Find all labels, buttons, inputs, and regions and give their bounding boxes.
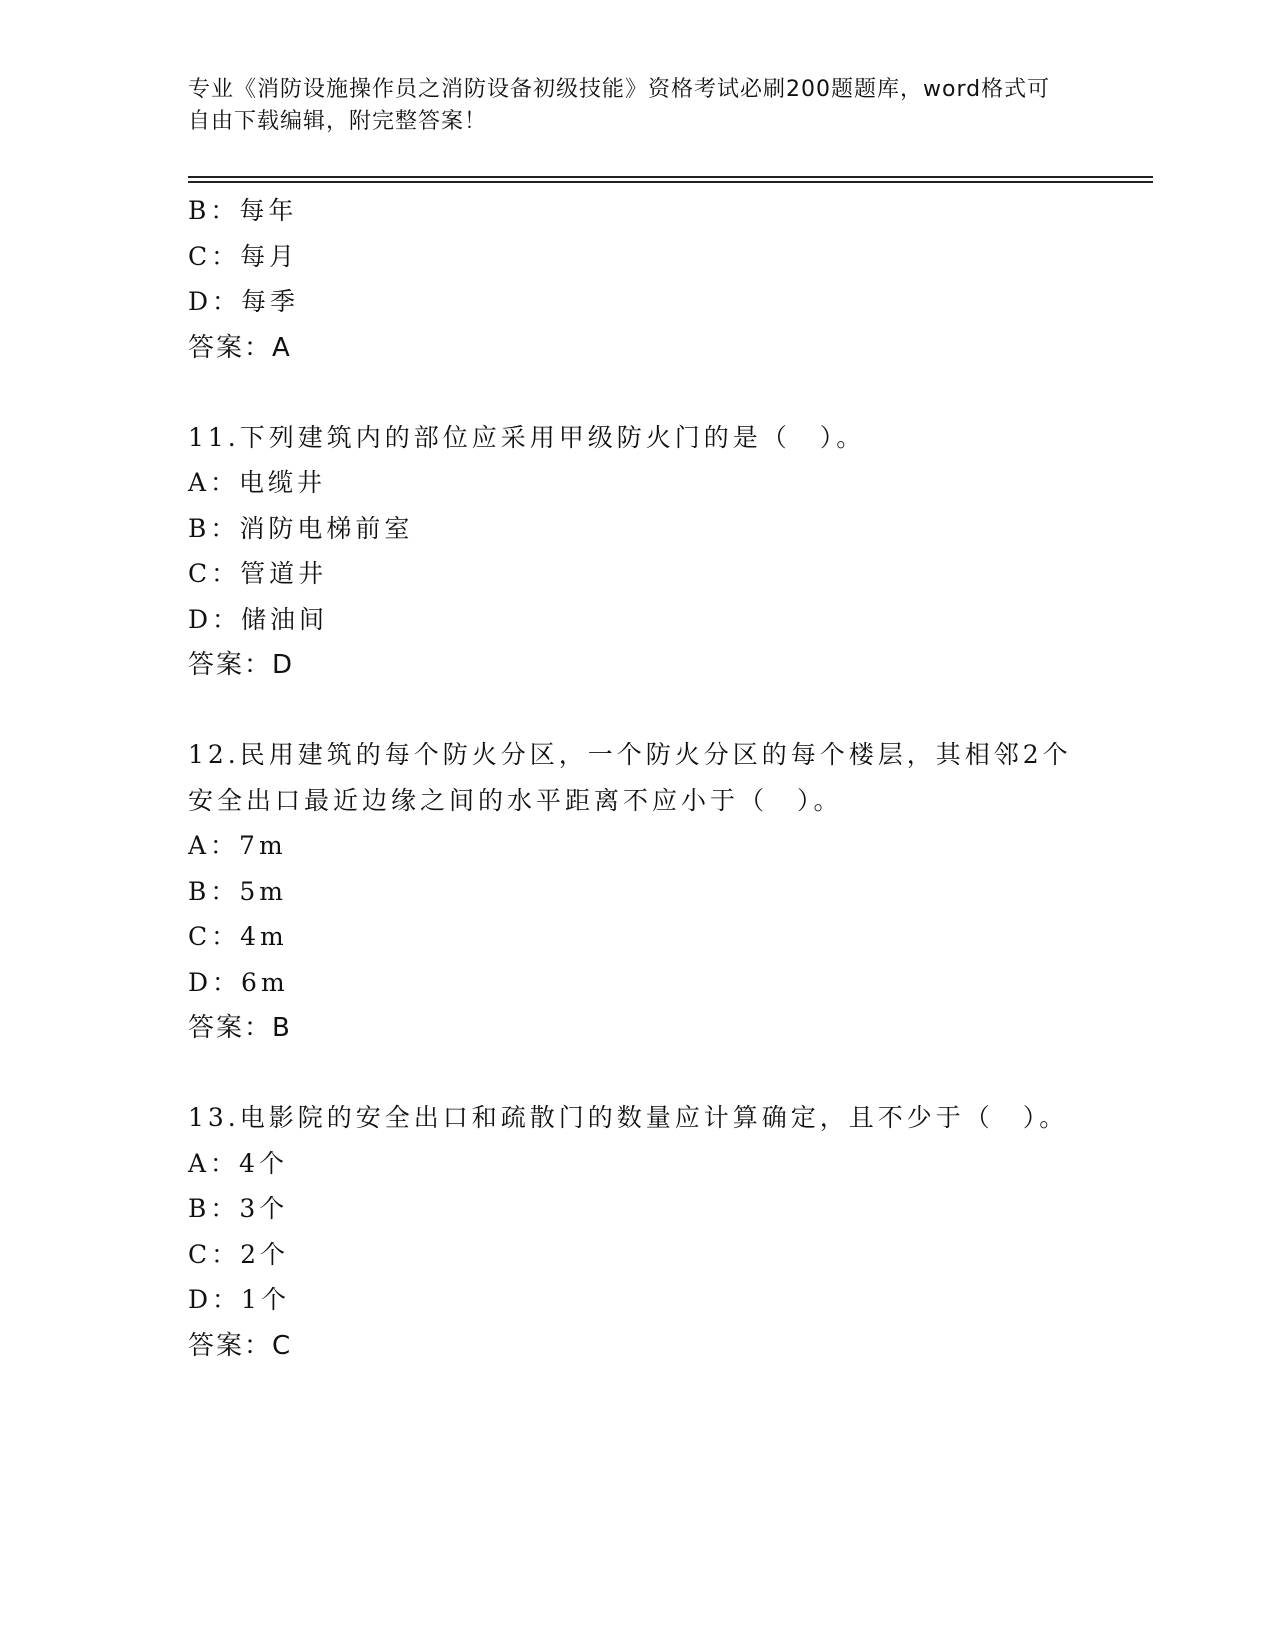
document-header: 专业《消防设施操作员之消防设备初级技能》资格考试必刷200题题库，word格式可自由下载编辑，附完整答案！ — [188, 77, 1051, 134]
question-block-12 — [188, 732, 1088, 1051]
answer-line: 答案：A — [188, 332, 292, 363]
option-b: B：5m — [188, 876, 287, 906]
question-text: 12.民用建筑的每个防火分区，一个防火分区的每个楼层，其相邻2个安全出口最近边缘之间的水平距离不应小于（ ）。 — [188, 740, 1072, 815]
answer-line: 答案：C — [188, 1330, 293, 1361]
option-c: C：管道井 — [188, 559, 328, 588]
question-block-10-continued — [188, 188, 1088, 371]
header-divider-bottom — [188, 181, 1153, 183]
option-d: D：每季 — [188, 287, 300, 316]
option-d: D：6m — [188, 967, 289, 997]
option-c: C：4m — [188, 922, 288, 951]
option-c: C：2个 — [188, 1239, 290, 1269]
answer-line: 答案：D — [188, 650, 295, 680]
option-c: C：每月 — [188, 241, 299, 271]
option-a: A：7m — [188, 831, 287, 860]
option-b: B：消防电梯前室 — [188, 513, 414, 543]
option-a: A：4个 — [188, 1148, 288, 1178]
option-d: D：储油间 — [188, 604, 329, 634]
option-b: B：每年 — [188, 196, 298, 225]
option-a: A：电缆井 — [188, 468, 327, 497]
question-block-11 — [188, 415, 1088, 689]
option-b: B：3个 — [188, 1194, 289, 1223]
question-list — [188, 188, 1088, 1369]
question-block-13 — [188, 1095, 1088, 1369]
question-text: 13.电影院的安全出口和疏散门的数量应计算确定，且不少于（ ）。 — [188, 1103, 1069, 1132]
option-d: D：1个 — [188, 1285, 290, 1314]
header-divider-top — [188, 176, 1153, 178]
answer-line: 答案：B — [188, 1013, 292, 1043]
question-text: 11.下列建筑内的部位应采用甲级防火门的是（ ）。 — [188, 422, 866, 452]
